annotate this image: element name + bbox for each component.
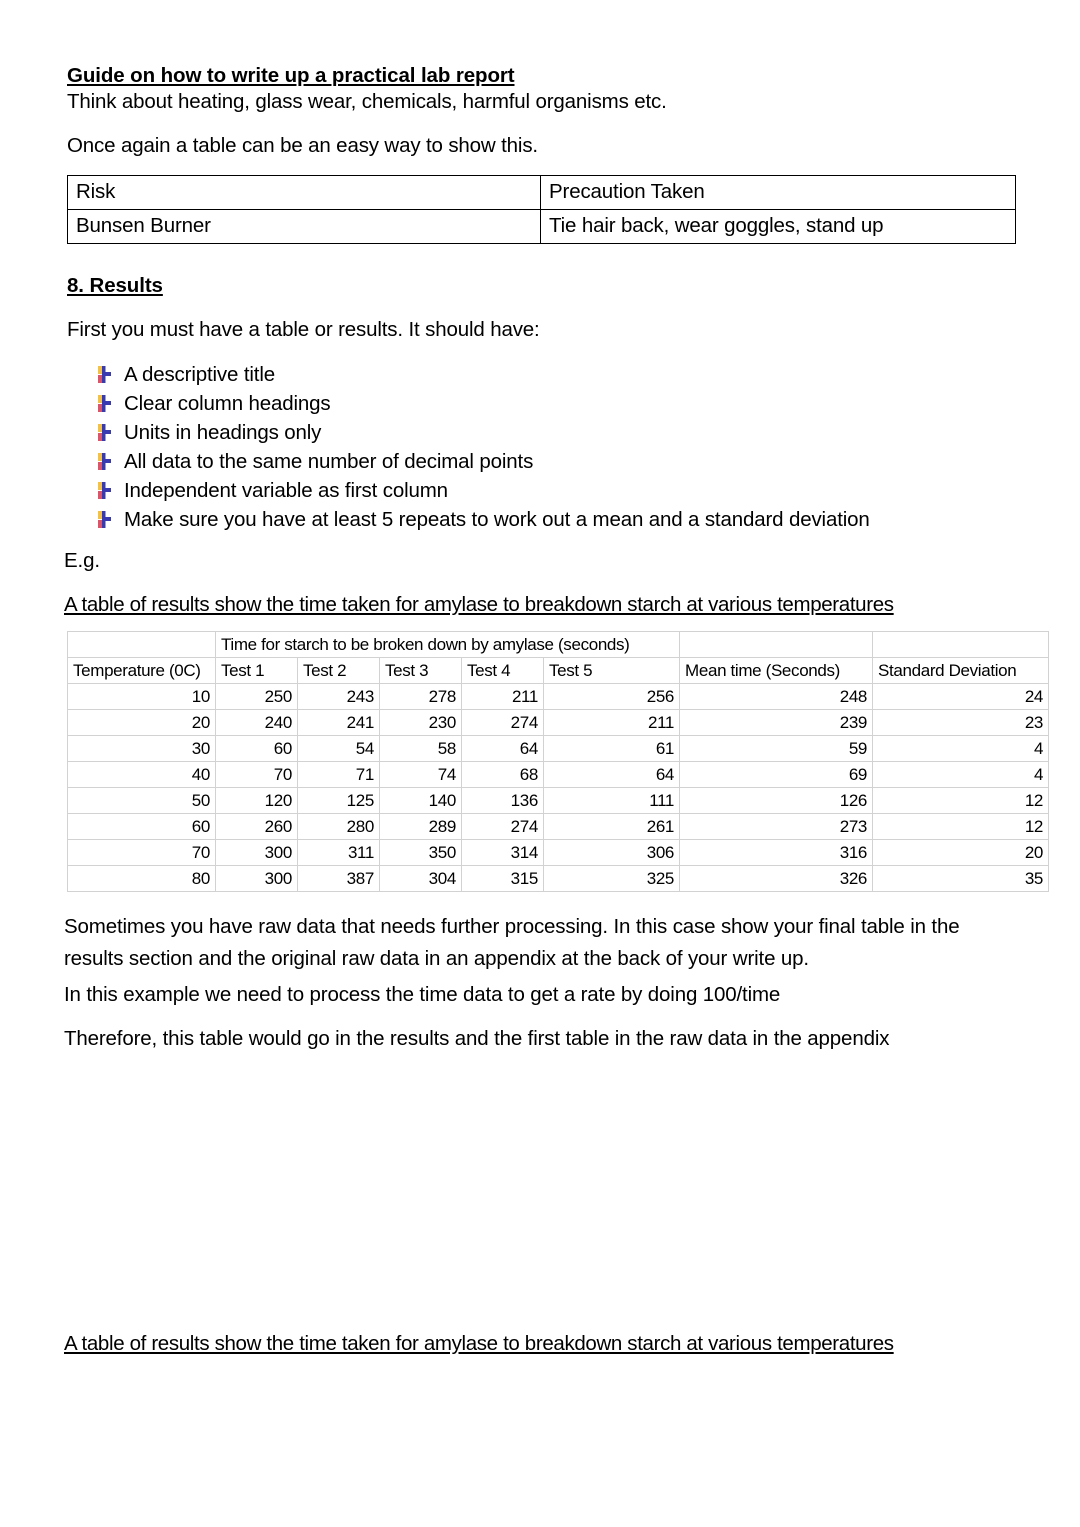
group-header-cell: Time for starch to be broken down by amylase (seconds): [216, 632, 680, 658]
cell-test-3: 74: [380, 762, 462, 788]
column-header-mean-time: Mean time (Seconds): [680, 658, 873, 684]
paragraph-raw-data: Sometimes you have raw data that needs further processing. In this case show your final table in the results section and the original raw data in an appendix at the back of your write up.: [64, 915, 960, 970]
cell-test-1: 260: [216, 814, 298, 840]
cell-mean-time: 69: [680, 762, 873, 788]
cell-test-5: 61: [544, 736, 680, 762]
precaution-cell: Tie hair back, wear goggles, stand up: [541, 210, 1016, 244]
bottom-table-caption: A table of results show the time taken for amylase to breakdown starch at various temperatures: [64, 1332, 894, 1355]
table-row: [68, 684, 1049, 710]
cell-test-3: 230: [380, 710, 462, 736]
cell-test-4: 274: [462, 814, 544, 840]
arrow-bullet-icon: [92, 394, 118, 414]
empty-cell: [680, 632, 873, 658]
eg-label: E.g.: [64, 549, 100, 572]
arrow-bullet-icon: [92, 481, 118, 501]
list-item-label: A descriptive title: [124, 362, 275, 386]
cell-test-1: 60: [216, 736, 298, 762]
cell-temperature: 80: [68, 866, 216, 892]
paragraph-appendix: Therefore, this table would go in the results and the first table in the raw data in the appendix: [64, 1027, 890, 1050]
results-heading: 8. Results: [67, 274, 163, 297]
list-item-label: Make sure you have at least 5 repeats to work out a mean and a standard deviation: [124, 507, 870, 531]
cell-standard-deviation: 12: [873, 814, 1049, 840]
cell-test-5: 111: [544, 788, 680, 814]
cell-test-5: 256: [544, 684, 680, 710]
table-row: [68, 736, 1049, 762]
cell-mean-time: 248: [680, 684, 873, 710]
cell-test-1: 300: [216, 866, 298, 892]
risk-cell: Bunsen Burner: [68, 210, 541, 244]
column-header-temperature: Temperature (0C): [68, 658, 216, 684]
cell-test-1: 120: [216, 788, 298, 814]
page-title: Guide on how to write up a practical lab report: [67, 64, 515, 87]
cell-test-4: 314: [462, 840, 544, 866]
cell-test-4: 211: [462, 684, 544, 710]
cell-mean-time: 239: [680, 710, 873, 736]
column-header-test-2: Test 2: [298, 658, 380, 684]
table-row: [68, 788, 1049, 814]
cell-test-3: 350: [380, 840, 462, 866]
results-intro: First you must have a table or results. It should have:: [67, 318, 540, 341]
cell-test-3: 58: [380, 736, 462, 762]
cell-test-2: 241: [298, 710, 380, 736]
cell-standard-deviation: 35: [873, 866, 1049, 892]
list-item: [92, 389, 992, 418]
empty-cell: [68, 632, 216, 658]
cell-test-2: 280: [298, 814, 380, 840]
list-item-label: Units in headings only: [124, 420, 322, 444]
arrow-bullet-icon: [92, 452, 118, 472]
cell-mean-time: 326: [680, 866, 873, 892]
cell-temperature: 30: [68, 736, 216, 762]
cell-test-2: 311: [298, 840, 380, 866]
cell-standard-deviation: 4: [873, 762, 1049, 788]
list-item: [92, 418, 992, 447]
cell-mean-time: 59: [680, 736, 873, 762]
table-row: [68, 210, 1016, 244]
list-item: [92, 476, 992, 505]
table-row: [68, 840, 1049, 866]
precaution-header-cell: Precaution Taken: [541, 176, 1016, 210]
table-intro-line: Once again a table can be an easy way to show this.: [67, 134, 538, 157]
cell-test-3: 140: [380, 788, 462, 814]
list-item-label: Clear column headings: [124, 391, 331, 415]
paragraph-rate-processing: In this example we need to process the time data to get a rate by doing 100/time: [64, 983, 781, 1006]
cell-temperature: 60: [68, 814, 216, 840]
cell-test-3: 289: [380, 814, 462, 840]
cell-mean-time: 316: [680, 840, 873, 866]
cell-test-5: 261: [544, 814, 680, 840]
column-header-test-1: Test 1: [216, 658, 298, 684]
table-row: [68, 762, 1049, 788]
cell-temperature: 40: [68, 762, 216, 788]
arrow-bullet-icon: [92, 423, 118, 443]
cell-mean-time: 273: [680, 814, 873, 840]
cell-temperature: 20: [68, 710, 216, 736]
cell-test-5: 211: [544, 710, 680, 736]
risk-header-cell: Risk: [68, 176, 541, 210]
cell-temperature: 70: [68, 840, 216, 866]
list-item: [92, 360, 992, 389]
table-group-header-row: [68, 632, 1049, 658]
cell-test-2: 243: [298, 684, 380, 710]
empty-cell: [873, 632, 1049, 658]
cell-test-1: 300: [216, 840, 298, 866]
cell-test-2: 387: [298, 866, 380, 892]
cell-standard-deviation: 12: [873, 788, 1049, 814]
table-row: [68, 710, 1049, 736]
cell-test-1: 240: [216, 710, 298, 736]
cell-test-4: 136: [462, 788, 544, 814]
cell-test-1: 250: [216, 684, 298, 710]
cell-test-2: 125: [298, 788, 380, 814]
cell-test-5: 325: [544, 866, 680, 892]
cell-test-1: 70: [216, 762, 298, 788]
cell-test-5: 306: [544, 840, 680, 866]
cell-test-3: 304: [380, 866, 462, 892]
cell-test-3: 278: [380, 684, 462, 710]
cell-test-4: 274: [462, 710, 544, 736]
list-item: [92, 505, 992, 534]
cell-standard-deviation: 20: [873, 840, 1049, 866]
cell-standard-deviation: 23: [873, 710, 1049, 736]
requirements-list: [92, 360, 992, 534]
intro-line: Think about heating, glass wear, chemicals, harmful organisms etc.: [67, 90, 667, 113]
cell-test-5: 64: [544, 762, 680, 788]
cell-standard-deviation: 4: [873, 736, 1049, 762]
table-row: [68, 866, 1049, 892]
cell-temperature: 10: [68, 684, 216, 710]
arrow-bullet-icon: [92, 365, 118, 385]
cell-mean-time: 126: [680, 788, 873, 814]
list-item: [92, 447, 992, 476]
column-header-test-4: Test 4: [462, 658, 544, 684]
cell-standard-deviation: 24: [873, 684, 1049, 710]
column-header-test-5: Test 5: [544, 658, 680, 684]
results-table-caption: A table of results show the time taken for amylase to breakdown starch at various temperatures: [64, 593, 894, 616]
table-row: [68, 176, 1016, 210]
list-item-label: Independent variable as first column: [124, 478, 448, 502]
cell-test-4: 315: [462, 866, 544, 892]
list-item-label: All data to the same number of decimal points: [124, 449, 534, 473]
cell-test-4: 64: [462, 736, 544, 762]
table-header-row: [68, 658, 1049, 684]
risk-table: [67, 175, 1016, 244]
table-row: [68, 814, 1049, 840]
cell-test-4: 68: [462, 762, 544, 788]
cell-test-2: 54: [298, 736, 380, 762]
column-header-test-3: Test 3: [380, 658, 462, 684]
arrow-bullet-icon: [92, 510, 118, 530]
results-data-table: [67, 631, 1049, 892]
column-header-standard-deviation: Standard Deviation: [873, 658, 1049, 684]
cell-test-2: 71: [298, 762, 380, 788]
cell-temperature: 50: [68, 788, 216, 814]
